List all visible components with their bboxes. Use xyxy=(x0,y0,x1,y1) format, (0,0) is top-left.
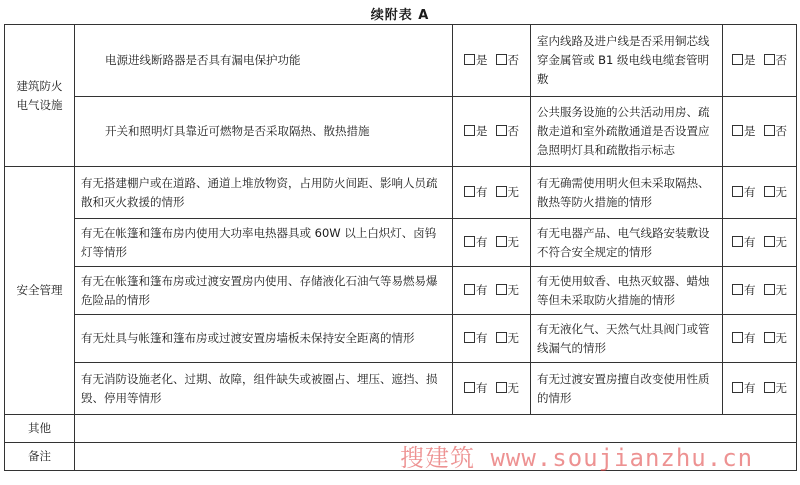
checkbox-icon[interactable] xyxy=(732,332,743,343)
check-item-right: 有无过渡安置房擅自改变使用性质的情形 xyxy=(531,363,723,415)
checkbox-icon[interactable] xyxy=(764,236,775,247)
option-none[interactable] xyxy=(764,329,788,348)
yes-no-options xyxy=(723,97,797,167)
table-row xyxy=(5,363,797,415)
checkbox-icon[interactable] xyxy=(732,236,743,247)
checkbox-icon[interactable] xyxy=(496,332,507,343)
option-no[interactable] xyxy=(764,122,788,141)
checkbox-icon[interactable] xyxy=(464,54,475,65)
checkbox-icon[interactable] xyxy=(464,125,475,136)
checkbox-icon[interactable] xyxy=(732,382,743,393)
option-label-have: 有 xyxy=(476,331,488,345)
option-label-no: 否 xyxy=(507,53,519,67)
section-fire-electrical: 建筑防火电气设施 xyxy=(5,25,75,167)
option-label-none: 无 xyxy=(507,283,519,297)
checkbox-icon[interactable] xyxy=(764,54,775,65)
option-label-have: 有 xyxy=(744,381,756,395)
checkbox-icon[interactable] xyxy=(764,332,775,343)
checkbox-icon[interactable] xyxy=(764,382,775,393)
checkbox-icon[interactable] xyxy=(496,236,507,247)
table-row xyxy=(5,267,797,315)
option-no[interactable] xyxy=(764,51,788,70)
option-have[interactable] xyxy=(732,233,756,252)
have-none-options xyxy=(453,363,531,415)
option-label-no: 否 xyxy=(775,124,787,138)
have-none-options xyxy=(723,219,797,267)
option-have[interactable] xyxy=(732,379,756,398)
option-label-none: 无 xyxy=(775,381,787,395)
have-none-options xyxy=(723,363,797,415)
option-label-yes: 是 xyxy=(744,53,756,67)
checkbox-icon[interactable] xyxy=(464,236,475,247)
option-label-yes: 是 xyxy=(476,124,488,138)
option-label-have: 有 xyxy=(744,283,756,297)
checkbox-icon[interactable] xyxy=(496,54,507,65)
option-label-have: 有 xyxy=(476,381,488,395)
option-yes[interactable] xyxy=(732,122,756,141)
section-other: 其他 xyxy=(5,415,75,443)
page-title: 续附表 A xyxy=(370,8,430,23)
option-none[interactable] xyxy=(496,183,520,202)
have-none-options xyxy=(453,219,531,267)
option-none[interactable] xyxy=(764,281,788,300)
checkbox-icon[interactable] xyxy=(496,186,507,197)
option-label-no: 否 xyxy=(775,53,787,67)
option-label-none: 无 xyxy=(507,381,519,395)
option-no[interactable] xyxy=(496,51,520,70)
checkbox-icon[interactable] xyxy=(464,284,475,295)
option-none[interactable] xyxy=(496,281,520,300)
check-item-right: 公共服务设施的公共活动用房、疏散走道和室外疏散通道是否设置应急照明灯具和疏散指示标志 xyxy=(531,97,723,167)
checkbox-icon[interactable] xyxy=(464,382,475,393)
checkbox-icon[interactable] xyxy=(496,284,507,295)
checkbox-icon[interactable] xyxy=(732,54,743,65)
option-have[interactable] xyxy=(464,233,488,252)
option-label-yes: 是 xyxy=(476,53,488,67)
check-item-right: 室内线路及进户线是否采用铜芯线穿金属管或 B1 级电线电缆套管明敷 xyxy=(531,25,723,97)
table-row xyxy=(5,97,797,167)
option-label-none: 无 xyxy=(775,185,787,199)
check-item-left: 有无在帐篷和篷布房内使用大功率电热器具或 60W 以上白炽灯、卤钨灯等情形 xyxy=(75,219,453,267)
have-none-options xyxy=(453,167,531,219)
check-item-left: 有无灶具与帐篷和篷布房或过渡安置房墙板未保持安全距离的情形 xyxy=(75,315,453,363)
have-none-options xyxy=(723,267,797,315)
option-yes[interactable] xyxy=(464,122,488,141)
option-label-none: 无 xyxy=(507,235,519,249)
option-have[interactable] xyxy=(464,329,488,348)
check-item-left: 有无消防设施老化、过期、故障，组件缺失或被圈占、埋压、遮挡、损毁、停用等情形 xyxy=(75,363,453,415)
option-label-none: 无 xyxy=(507,185,519,199)
yes-no-options xyxy=(453,97,531,167)
option-label-none: 无 xyxy=(775,283,787,297)
checkbox-icon[interactable] xyxy=(732,125,743,136)
watermark-cn: 搜建筑 xyxy=(400,444,475,472)
option-label-have: 有 xyxy=(744,185,756,199)
option-label-have: 有 xyxy=(744,331,756,345)
have-none-options xyxy=(453,267,531,315)
option-no[interactable] xyxy=(496,122,520,141)
checkbox-icon[interactable] xyxy=(496,125,507,136)
inspection-table xyxy=(4,24,797,471)
have-none-options xyxy=(723,315,797,363)
option-label-have: 有 xyxy=(476,235,488,249)
option-have[interactable] xyxy=(732,281,756,300)
check-item-right: 有无电器产品、电气线路安装敷设不符合安全规定的情形 xyxy=(531,219,723,267)
checkbox-icon[interactable] xyxy=(764,186,775,197)
option-have[interactable] xyxy=(464,281,488,300)
table-row xyxy=(5,167,797,219)
option-label-have: 有 xyxy=(744,235,756,249)
watermark-en: www.soujianzhu.cn xyxy=(475,444,754,472)
option-have[interactable] xyxy=(732,183,756,202)
option-label-no: 否 xyxy=(507,124,519,138)
option-none[interactable] xyxy=(764,379,788,398)
option-have[interactable] xyxy=(464,379,488,398)
check-item-right: 有无确需使用明火但未采取隔热、散热等防火措施的情形 xyxy=(531,167,723,219)
check-item-left: 有无在帐篷和篷布房或过渡安置房内使用、存储液化石油气等易燃易爆危险品的情形 xyxy=(75,267,453,315)
table-row xyxy=(5,315,797,363)
option-have[interactable] xyxy=(464,183,488,202)
checkbox-icon[interactable] xyxy=(464,186,475,197)
checkbox-icon[interactable] xyxy=(732,186,743,197)
checkbox-icon[interactable] xyxy=(764,284,775,295)
table-row xyxy=(5,25,797,97)
section-remarks: 备注 xyxy=(5,443,75,471)
checkbox-icon[interactable] xyxy=(464,332,475,343)
option-none[interactable] xyxy=(764,233,788,252)
option-yes[interactable] xyxy=(732,51,756,70)
option-none[interactable] xyxy=(496,379,520,398)
check-item-right: 有无使用蚊香、电热灭蚊器、蜡烛等但未采取防火措施的情形 xyxy=(531,267,723,315)
yes-no-options xyxy=(723,25,797,97)
option-none[interactable] xyxy=(496,329,520,348)
watermark xyxy=(400,438,753,473)
option-label-yes: 是 xyxy=(744,124,756,138)
option-none[interactable] xyxy=(496,233,520,252)
check-item-left: 开关和照明灯具靠近可燃物是否采取隔热、散热措施 xyxy=(75,97,453,167)
checkbox-icon[interactable] xyxy=(496,382,507,393)
have-none-options xyxy=(723,167,797,219)
option-label-none: 无 xyxy=(775,331,787,345)
section-safety-management: 安全管理 xyxy=(5,167,75,415)
option-label-none: 无 xyxy=(775,235,787,249)
have-none-options xyxy=(453,315,531,363)
option-none[interactable] xyxy=(764,183,788,202)
option-label-none: 无 xyxy=(507,331,519,345)
option-label-have: 有 xyxy=(476,283,488,297)
option-yes[interactable] xyxy=(464,51,488,70)
checkbox-icon[interactable] xyxy=(732,284,743,295)
option-label-have: 有 xyxy=(476,185,488,199)
option-have[interactable] xyxy=(732,329,756,348)
table-row xyxy=(5,219,797,267)
check-item-left: 有无搭建棚户或在道路、通道上堆放物资，占用防火间距、影响人员疏散和灭火救援的情形 xyxy=(75,167,453,219)
check-item-left: 电源进线断路器是否具有漏电保护功能 xyxy=(75,25,453,97)
check-item-right: 有无液化气、天然气灶具阀门或管线漏气的情形 xyxy=(531,315,723,363)
checkbox-icon[interactable] xyxy=(764,125,775,136)
yes-no-options xyxy=(453,25,531,97)
